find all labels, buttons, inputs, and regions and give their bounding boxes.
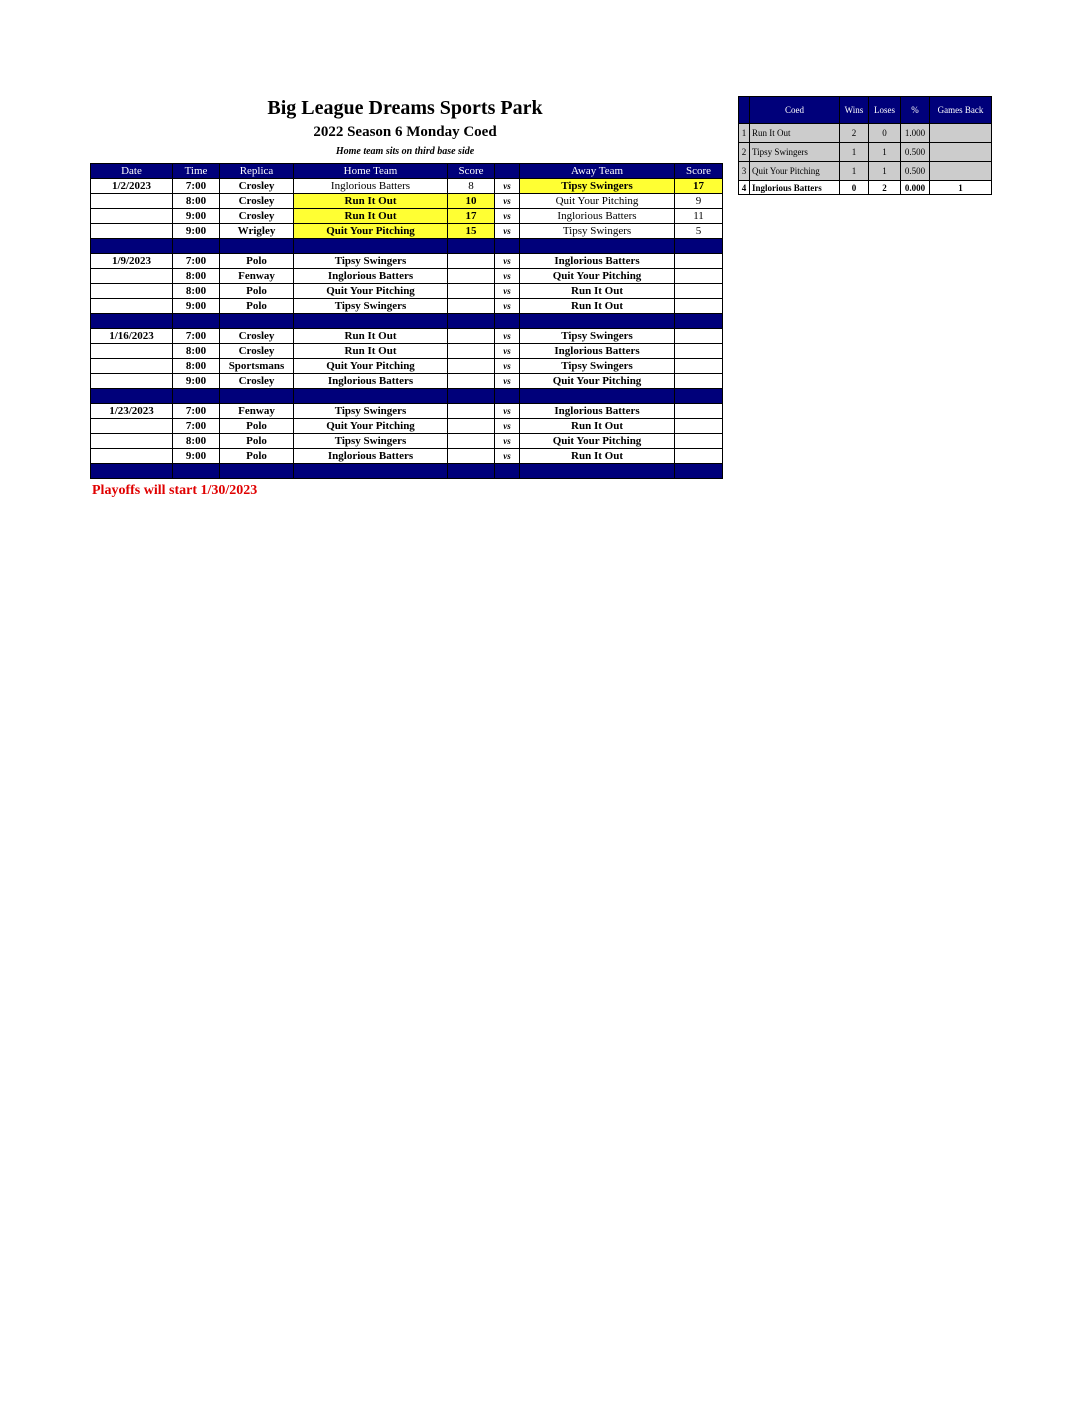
home-team: Quit Your Pitching: [294, 359, 448, 374]
game-field: Crosley: [220, 344, 294, 359]
away-team: Tipsy Swingers: [520, 224, 675, 239]
standings-pct: 0.500: [901, 143, 930, 162]
game-date-empty: [91, 284, 173, 299]
separator-cell: [220, 464, 294, 479]
away-score: 9: [675, 194, 723, 209]
home-score: [448, 329, 495, 344]
separator-cell: [448, 239, 495, 254]
separator-cell: [294, 464, 448, 479]
separator-cell: [91, 464, 173, 479]
standings-rank: 2: [739, 143, 750, 162]
standings-rank: 4: [739, 181, 750, 195]
separator-cell: [220, 239, 294, 254]
away-team: Run It Out: [520, 449, 675, 464]
game-field: Polo: [220, 299, 294, 314]
game-date: 1/16/2023: [91, 329, 173, 344]
standings-row: [739, 143, 992, 162]
week-separator-row: [91, 239, 723, 254]
standings-pct: 0.000: [901, 181, 930, 195]
game-field: Sportsmans: [220, 359, 294, 374]
table-row: [91, 344, 723, 359]
page-title: Big League Dreams Sports Park: [267, 97, 543, 119]
table-row: [91, 284, 723, 299]
column-header-home-score: Score: [448, 164, 495, 179]
standings-header-pct: %: [901, 97, 930, 124]
home-score: [448, 254, 495, 269]
column-header-home-team: Home Team: [294, 164, 448, 179]
separator-cell: [448, 389, 495, 404]
away-score: [675, 299, 723, 314]
game-field: Polo: [220, 419, 294, 434]
separator-cell: [520, 464, 675, 479]
away-team: Quit Your Pitching: [520, 194, 675, 209]
separator-cell: [294, 314, 448, 329]
playoffs-note: Playoffs will start 1/30/2023: [92, 483, 258, 498]
home-team: Run It Out: [294, 194, 448, 209]
standings-header-row: [739, 97, 992, 124]
standings-team: Tipsy Swingers: [750, 143, 840, 162]
home-team: Run It Out: [294, 329, 448, 344]
home-score: [448, 359, 495, 374]
standings-row: [739, 162, 992, 181]
vs-label: vs: [495, 299, 520, 314]
away-score: [675, 359, 723, 374]
standings-loses: 0: [869, 124, 901, 143]
game-time: 9:00: [173, 209, 220, 224]
home-team: Tipsy Swingers: [294, 404, 448, 419]
table-row: [91, 359, 723, 374]
game-time: 7:00: [173, 404, 220, 419]
home-score: [448, 434, 495, 449]
game-time: 7:00: [173, 419, 220, 434]
game-date-empty: [91, 224, 173, 239]
table-row: [91, 449, 723, 464]
separator-cell: [173, 314, 220, 329]
home-team: Quit Your Pitching: [294, 419, 448, 434]
week-separator-row: [91, 389, 723, 404]
game-date: 1/23/2023: [91, 404, 173, 419]
vs-label: vs: [495, 434, 520, 449]
standings-rank: 1: [739, 124, 750, 143]
game-date-empty: [91, 344, 173, 359]
game-date-empty: [91, 419, 173, 434]
away-team: Quit Your Pitching: [520, 269, 675, 284]
away-score: [675, 284, 723, 299]
away-team: Run It Out: [520, 419, 675, 434]
game-time: 8:00: [173, 344, 220, 359]
schedule-body: [91, 179, 723, 479]
column-header-date: Date: [91, 164, 173, 179]
home-score: [448, 299, 495, 314]
away-score: [675, 374, 723, 389]
away-team: Tipsy Swingers: [520, 359, 675, 374]
separator-cell: [495, 389, 520, 404]
separator-cell: [520, 389, 675, 404]
schedule-table: [90, 163, 723, 479]
column-header-away-team: Away Team: [520, 164, 675, 179]
vs-label: vs: [495, 194, 520, 209]
away-score: [675, 344, 723, 359]
standings-pct: 1.000: [901, 124, 930, 143]
standings-loses: 1: [869, 162, 901, 181]
standings-body: [739, 124, 992, 195]
home-team: Quit Your Pitching: [294, 284, 448, 299]
game-time: 9:00: [173, 449, 220, 464]
home-team-note: Home team sits on third base side: [335, 146, 475, 157]
game-time: 8:00: [173, 194, 220, 209]
column-header-replica: Replica: [220, 164, 294, 179]
standings-wins: 0: [840, 181, 869, 195]
standings-team: Inglorious Batters: [750, 181, 840, 195]
schedule-header-row: [91, 164, 723, 179]
standings-row: [739, 124, 992, 143]
vs-label: vs: [495, 419, 520, 434]
game-time: 7:00: [173, 254, 220, 269]
game-date: 1/9/2023: [91, 254, 173, 269]
vs-label: vs: [495, 359, 520, 374]
standings-games-back: 1: [930, 181, 992, 195]
away-score: [675, 434, 723, 449]
separator-cell: [520, 314, 675, 329]
away-team: Inglorious Batters: [520, 254, 675, 269]
game-field: Polo: [220, 434, 294, 449]
separator-cell: [520, 239, 675, 254]
separator-cell: [495, 464, 520, 479]
separator-cell: [220, 389, 294, 404]
vs-label: vs: [495, 404, 520, 419]
home-score: 10: [448, 194, 495, 209]
game-field: Polo: [220, 449, 294, 464]
separator-cell: [173, 389, 220, 404]
away-team: Inglorious Batters: [520, 344, 675, 359]
separator-cell: [495, 314, 520, 329]
page-subtitle: 2022 Season 6 Monday Coed: [313, 124, 497, 140]
standings-team: Quit Your Pitching: [750, 162, 840, 181]
standings-games-back: [930, 143, 992, 162]
separator-cell: [91, 389, 173, 404]
table-row: [91, 269, 723, 284]
game-date-empty: [91, 299, 173, 314]
away-team: Run It Out: [520, 284, 675, 299]
home-score: [448, 374, 495, 389]
vs-label: vs: [495, 209, 520, 224]
game-field: Crosley: [220, 329, 294, 344]
home-score: 8: [448, 179, 495, 194]
home-score: [448, 269, 495, 284]
home-score: 15: [448, 224, 495, 239]
standings-header-coed: Coed: [750, 97, 840, 124]
column-header-time: Time: [173, 164, 220, 179]
home-team: Run It Out: [294, 344, 448, 359]
table-row: [91, 404, 723, 419]
home-score: [448, 284, 495, 299]
table-row: [91, 434, 723, 449]
standings-wins: 1: [840, 143, 869, 162]
game-time: 9:00: [173, 299, 220, 314]
game-date-empty: [91, 209, 173, 224]
game-date: 1/2/2023: [91, 179, 173, 194]
table-row: [91, 179, 723, 194]
away-score: 17: [675, 179, 723, 194]
game-field: Crosley: [220, 374, 294, 389]
game-date-empty: [91, 434, 173, 449]
home-team: Tipsy Swingers: [294, 254, 448, 269]
away-team: Tipsy Swingers: [520, 329, 675, 344]
away-team: Quit Your Pitching: [520, 374, 675, 389]
away-score: 5: [675, 224, 723, 239]
home-team: Inglorious Batters: [294, 374, 448, 389]
table-row: [91, 209, 723, 224]
separator-cell: [91, 314, 173, 329]
away-score: [675, 449, 723, 464]
vs-label: vs: [495, 224, 520, 239]
game-field: Crosley: [220, 179, 294, 194]
home-team: Inglorious Batters: [294, 449, 448, 464]
away-team: Run It Out: [520, 299, 675, 314]
standings-header-wins: Wins: [840, 97, 869, 124]
standings-header-games-back: Games Back: [930, 97, 992, 124]
game-date-empty: [91, 374, 173, 389]
game-time: 9:00: [173, 224, 220, 239]
away-team: Inglorious Batters: [520, 404, 675, 419]
separator-cell: [675, 239, 723, 254]
separator-cell: [448, 314, 495, 329]
standings-loses: 1: [869, 143, 901, 162]
table-row: [91, 374, 723, 389]
home-score: [448, 449, 495, 464]
separator-cell: [294, 239, 448, 254]
game-time: 8:00: [173, 284, 220, 299]
home-team: Run It Out: [294, 209, 448, 224]
game-date-empty: [91, 269, 173, 284]
game-time: 7:00: [173, 329, 220, 344]
standings-header-rank: [739, 97, 750, 124]
home-score: [448, 419, 495, 434]
table-row: [91, 299, 723, 314]
standings-wins: 1: [840, 162, 869, 181]
away-team: Inglorious Batters: [520, 209, 675, 224]
standings-rank: 3: [739, 162, 750, 181]
game-field: Wrigley: [220, 224, 294, 239]
separator-cell: [173, 464, 220, 479]
away-team: Tipsy Swingers: [520, 179, 675, 194]
standings-header-loses: Loses: [869, 97, 901, 124]
home-team: Tipsy Swingers: [294, 299, 448, 314]
table-row: [91, 419, 723, 434]
separator-cell: [495, 239, 520, 254]
home-score: 17: [448, 209, 495, 224]
game-date-empty: [91, 449, 173, 464]
standings-table: [738, 96, 992, 195]
away-team: Quit Your Pitching: [520, 434, 675, 449]
standings-team: Run It Out: [750, 124, 840, 143]
game-time: 8:00: [173, 359, 220, 374]
column-header-away-score: Score: [675, 164, 723, 179]
separator-cell: [220, 314, 294, 329]
vs-label: vs: [495, 254, 520, 269]
standings-wins: 2: [840, 124, 869, 143]
home-score: [448, 344, 495, 359]
away-score: [675, 419, 723, 434]
standings-pct: 0.500: [901, 162, 930, 181]
home-team: Tipsy Swingers: [294, 434, 448, 449]
vs-label: vs: [495, 449, 520, 464]
week-separator-row: [91, 314, 723, 329]
game-field: Polo: [220, 254, 294, 269]
table-row: [91, 194, 723, 209]
week-separator-row: [91, 464, 723, 479]
table-row: [91, 329, 723, 344]
away-score: 11: [675, 209, 723, 224]
vs-label: vs: [495, 329, 520, 344]
game-time: 7:00: [173, 179, 220, 194]
game-field: Polo: [220, 284, 294, 299]
vs-label: vs: [495, 374, 520, 389]
separator-cell: [91, 239, 173, 254]
separator-cell: [173, 239, 220, 254]
game-field: Fenway: [220, 269, 294, 284]
standings-row: [739, 181, 992, 195]
home-team: Quit Your Pitching: [294, 224, 448, 239]
away-score: [675, 404, 723, 419]
game-field: Fenway: [220, 404, 294, 419]
vs-label: vs: [495, 179, 520, 194]
home-score: [448, 404, 495, 419]
game-time: 8:00: [173, 269, 220, 284]
game-date-empty: [91, 194, 173, 209]
vs-label: vs: [495, 284, 520, 299]
home-team: Inglorious Batters: [294, 269, 448, 284]
separator-cell: [448, 464, 495, 479]
separator-cell: [294, 389, 448, 404]
separator-cell: [675, 314, 723, 329]
column-header-vs: [495, 164, 520, 179]
separator-cell: [675, 464, 723, 479]
standings-games-back: [930, 124, 992, 143]
table-row: [91, 254, 723, 269]
game-field: Crosley: [220, 209, 294, 224]
away-score: [675, 254, 723, 269]
game-field: Crosley: [220, 194, 294, 209]
standings-loses: 2: [869, 181, 901, 195]
game-time: 8:00: [173, 434, 220, 449]
game-time: 9:00: [173, 374, 220, 389]
table-row: [91, 224, 723, 239]
separator-cell: [675, 389, 723, 404]
game-date-empty: [91, 359, 173, 374]
standings-games-back: [930, 162, 992, 181]
away-score: [675, 269, 723, 284]
vs-label: vs: [495, 344, 520, 359]
away-score: [675, 329, 723, 344]
vs-label: vs: [495, 269, 520, 284]
home-team: Inglorious Batters: [294, 179, 448, 194]
